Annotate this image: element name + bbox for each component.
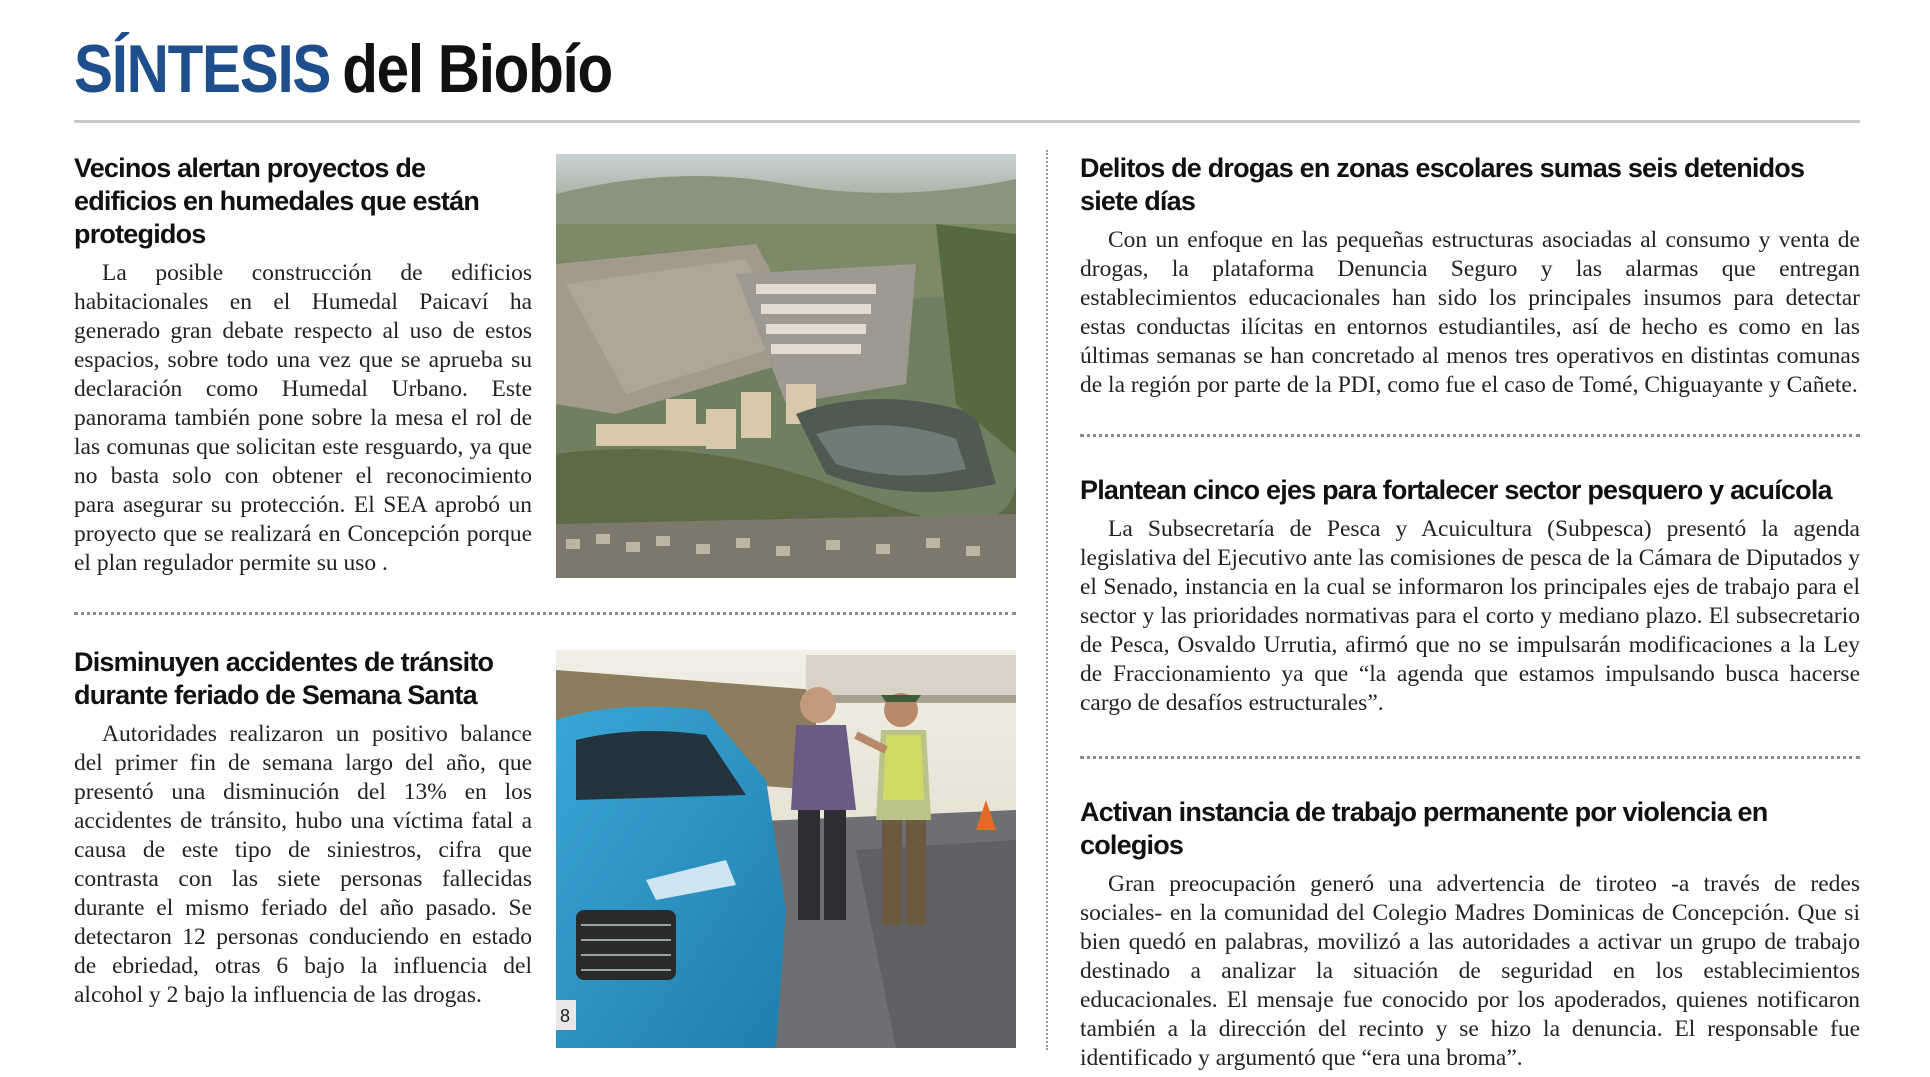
masthead-rule [74,120,1860,123]
article-pesca [1080,474,1860,718]
article-headline: Vecinos alertan proyectos de edificios en humedales que están protegidos [74,153,480,249]
article-colegios [1080,796,1860,1073]
aerial-wetland-photo [556,154,1016,578]
masthead-word-sintesis: SÍNTESIS [74,31,331,107]
article-humedales [74,152,532,578]
left-story-divider [74,612,1016,615]
article-body: Autoridades realizaron un positivo balance del primer fin de semana largo del año, que presentó una disminución del 13% en los accidentes de tránsito, hubo una víctima fatal a causa de este tipo de siniestros, cifra que contrasta con las siete personas fallecidas durante el mismo feriado del año pasado. Se detectaron 12 personas conduciendo en estado de ebriedad, otras 6 bajo la influencia del alcohol y 2 bajo la influencia de las drogas. [74,721,532,1008]
article-headline: Plantean cinco ejes para fortalecer sector pesquero y acuícola [1080,475,1832,505]
masthead-word-biobio: del Biobío [342,31,612,107]
article-body: La Subsecretaría de Pesca y Acuicultura (Subpesca) presentó la agenda legislativa del Ejecutivo ante las comisiones de pesca de la Cámara de Diputados y el Senado, instancia en la cual se informaron los principales ejes de trabajo para el sector y las prioridades normativas para el corto y mediano plazo. El subsecretario de Pesca, Osvaldo Urrutia, afirmó que no se impulsarán modificaciones a la Ley de Fraccionamiento ya que “la agenda que estamos impulsando busca hacerse cargo de desafíos estructurales”. [1080,516,1860,716]
police-checkpoint-photo [556,650,1016,1048]
right-story-divider-2 [1080,756,1860,759]
svg-text:8: 8 [560,1006,571,1026]
article-accidentes [74,646,532,1010]
article-headline: Activan instancia de trabajo permanente por violencia en colegios [1080,797,1768,860]
masthead [74,30,612,110]
article-drogas [1080,152,1860,400]
article-body: La posible construcción de edificios habitacionales en el Humedal Paicaví ha generado gran debate respecto al uso de estos espacios, sobre todo una vez que se aprueba su declaración como Humedal Urbano. Este panorama también pone sobre la mesa el rol de las comunas que solicitan este resguardo, ya que no basta solo con obtener el reconocimiento para asegurar su protección. El SEA aprobó un proyecto que se realizará en Concepción porque el plan regulador permite su uso . [74,260,532,576]
right-story-divider-1 [1080,434,1860,437]
article-body: Gran preocupación generó una advertencia de tiroteo -a través de redes sociales- en la comunidad del Colegio Madres Dominicas de Concepción. Que si bien quedó en palabras, movilizó a las autoridades a activar un grupo de trabajo destinado a analizar la situación de seguridad en los establecimientos educacionales. El mensaje fue conocido por los apoderados, quienes notificaron también a la dirección del recinto y se hizo la denuncia. El responsable fue identificado y argumentó que “era una broma”. [1080,871,1860,1071]
article-body: Con un enfoque en las pequeñas estructuras asociadas al consumo y venta de drogas, la plataforma Denuncia Seguro y las alarmas que entregan establecimientos educacionales han sido los principales insumos para detectar estas conductas ilícitas en entornos estudiantiles, así de hecho es como en las últimas semanas se han concretado al menos tres operativos en distintas comunas de la región por parte de la PDI, como fue el caso de Tomé, Chiguayante y Cañete. [1080,227,1860,398]
column-divider [1046,150,1048,1050]
article-headline: Disminuyen accidentes de tránsito durante feriado de Semana Santa [74,647,494,710]
article-headline: Delitos de drogas en zonas escolares sumas seis detenidos siete días [1080,153,1805,216]
